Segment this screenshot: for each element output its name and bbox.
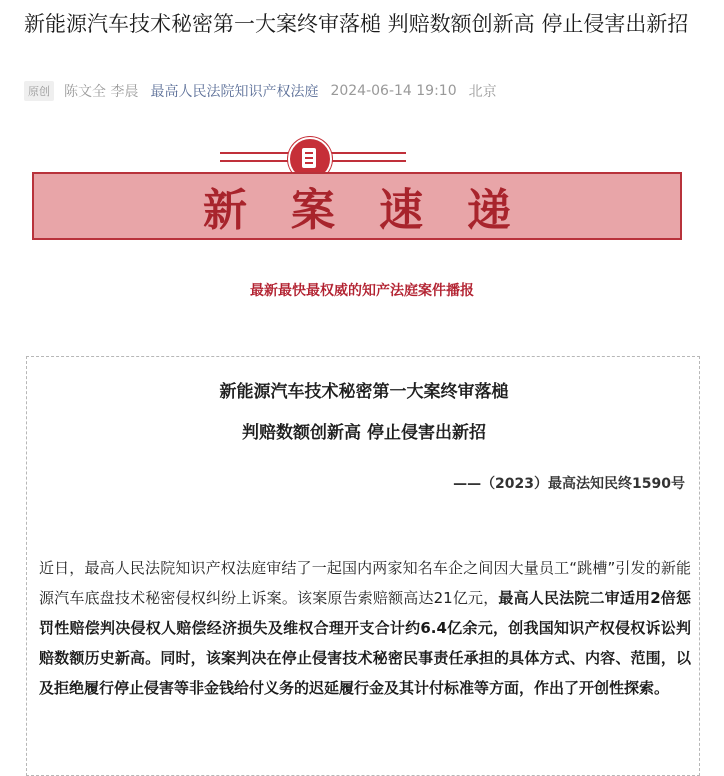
article-authors: 陈文全 李晨 [64, 84, 139, 100]
case-summary-paragraph [39, 553, 691, 703]
publish-location: 北京 [468, 84, 497, 100]
original-tag: 原创 [24, 81, 54, 101]
case-title-line2: 判赔数额创新高 停止侵害出新招 [242, 423, 486, 443]
article-title: 新能源汽车技术秘密第一大案终审落槌 判赔数额创新高 停止侵害出新招 [24, 12, 689, 36]
case-title-line1: 新能源汽车技术秘密第一大案终审落槌 [219, 382, 509, 402]
case-number: ——（2023）最高法知民终1590号 [453, 476, 685, 492]
account-name-link[interactable]: 最高人民法院知识产权法庭 [150, 84, 319, 100]
summary-normal-text: 近日，最高人民法院知识产权法庭审结了一起国内两家知名车企之间因大量员工“跳槽”引发的新能源汽车底盘技术秘密侵权纠纷上诉案。该案原告索赔额高达21亿元， [39, 559, 691, 607]
banner [32, 172, 682, 240]
article-meta [24, 80, 497, 102]
banner-slogan: 最新最快最权威的知产法庭案件播报 [250, 283, 474, 299]
banner-title: 新案速递 [203, 185, 555, 236]
case-content-box [26, 356, 700, 776]
publish-datetime: 2024-06-14 19:10 [330, 83, 457, 99]
summary-bold-text: 最高人民法院二审适用2倍惩罚性赔偿判决侵权人赔偿经济损失及维权合理开支合计约6.4亿余元，创我国知识产权侵权诉讼判赔数额历史新高。同时，该案判决在停止侵害技术秘密民事责任承担的具体方式、内容、范围，以及拒绝履行停止侵害等非金钱给付义务的迟延履行金及其计付标准等方面，作出了开创性探索。 [39, 589, 691, 697]
